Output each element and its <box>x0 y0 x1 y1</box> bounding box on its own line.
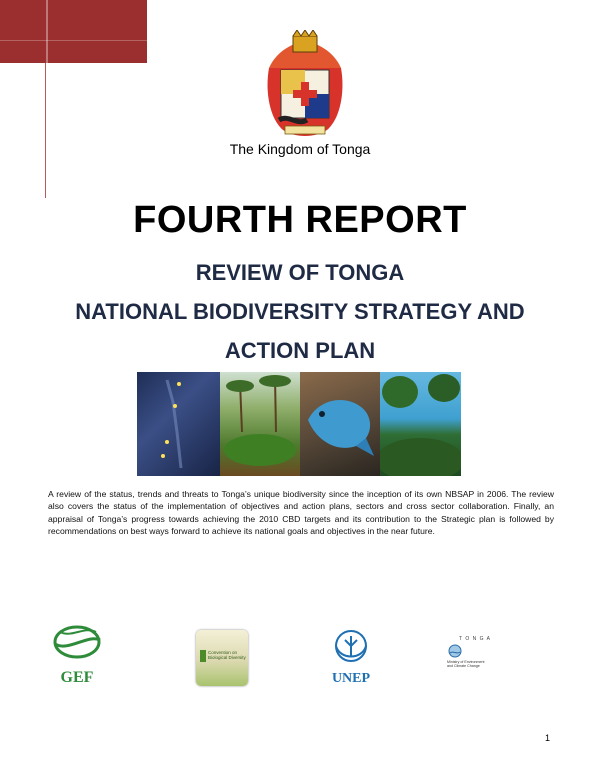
photo-strip <box>137 372 461 476</box>
corner-decoration <box>0 0 147 63</box>
tonga-ministry-text: Ministry of Environment and Climate Change <box>447 660 485 669</box>
satellite-map-photo <box>137 372 220 476</box>
unep-logo <box>326 626 376 686</box>
gef-globe-icon <box>50 624 104 664</box>
cbd-leaf-icon <box>200 650 206 662</box>
unep-emblem-icon <box>326 626 376 666</box>
tonga-ministry-emblem-icon <box>447 644 463 658</box>
gef-logo <box>50 624 104 686</box>
forest-garden-photo <box>220 372 300 476</box>
cbd-text: Convention on Biological Diversity <box>208 650 246 660</box>
lake-forest-photo <box>380 372 461 476</box>
cbd-logo <box>196 630 248 686</box>
subtitle-line-2: NATIONAL BIODIVERSITY STRATEGY AND <box>75 299 525 324</box>
report-title: FOURTH REPORT <box>133 199 467 241</box>
parrotfish-photo <box>300 372 380 476</box>
corner-rule <box>45 63 46 198</box>
summary-paragraph: A review of the status, trends and threats to Tonga’s unique biodiversity since the inception of its own NBSAP in 2006. The review also covers the status of the implementation of objectives and action plans, sectors and cross sector collaboration. Finally, an appraisal of Tonga’s progress towards achieving the 2010 CBD targets and its contribution to the Strategic plan is followed by recommendations on best ways forward to achieve its national goals and objectives in the near future. <box>48 489 554 537</box>
page-number: 1 <box>544 733 550 743</box>
tonga-coat-of-arms-icon <box>263 30 347 140</box>
tonga-wordmark: T O N G A <box>459 636 491 642</box>
unep-wordmark: UNEP <box>331 671 371 686</box>
subtitle-line-3: ACTION PLAN <box>224 338 376 363</box>
kingdom-name: The Kingdom of Tonga <box>229 141 371 157</box>
subtitle-line-1: REVIEW OF TONGA <box>195 260 405 285</box>
gef-wordmark: GEF <box>60 669 94 686</box>
tonga-ministry-logo <box>445 636 505 676</box>
